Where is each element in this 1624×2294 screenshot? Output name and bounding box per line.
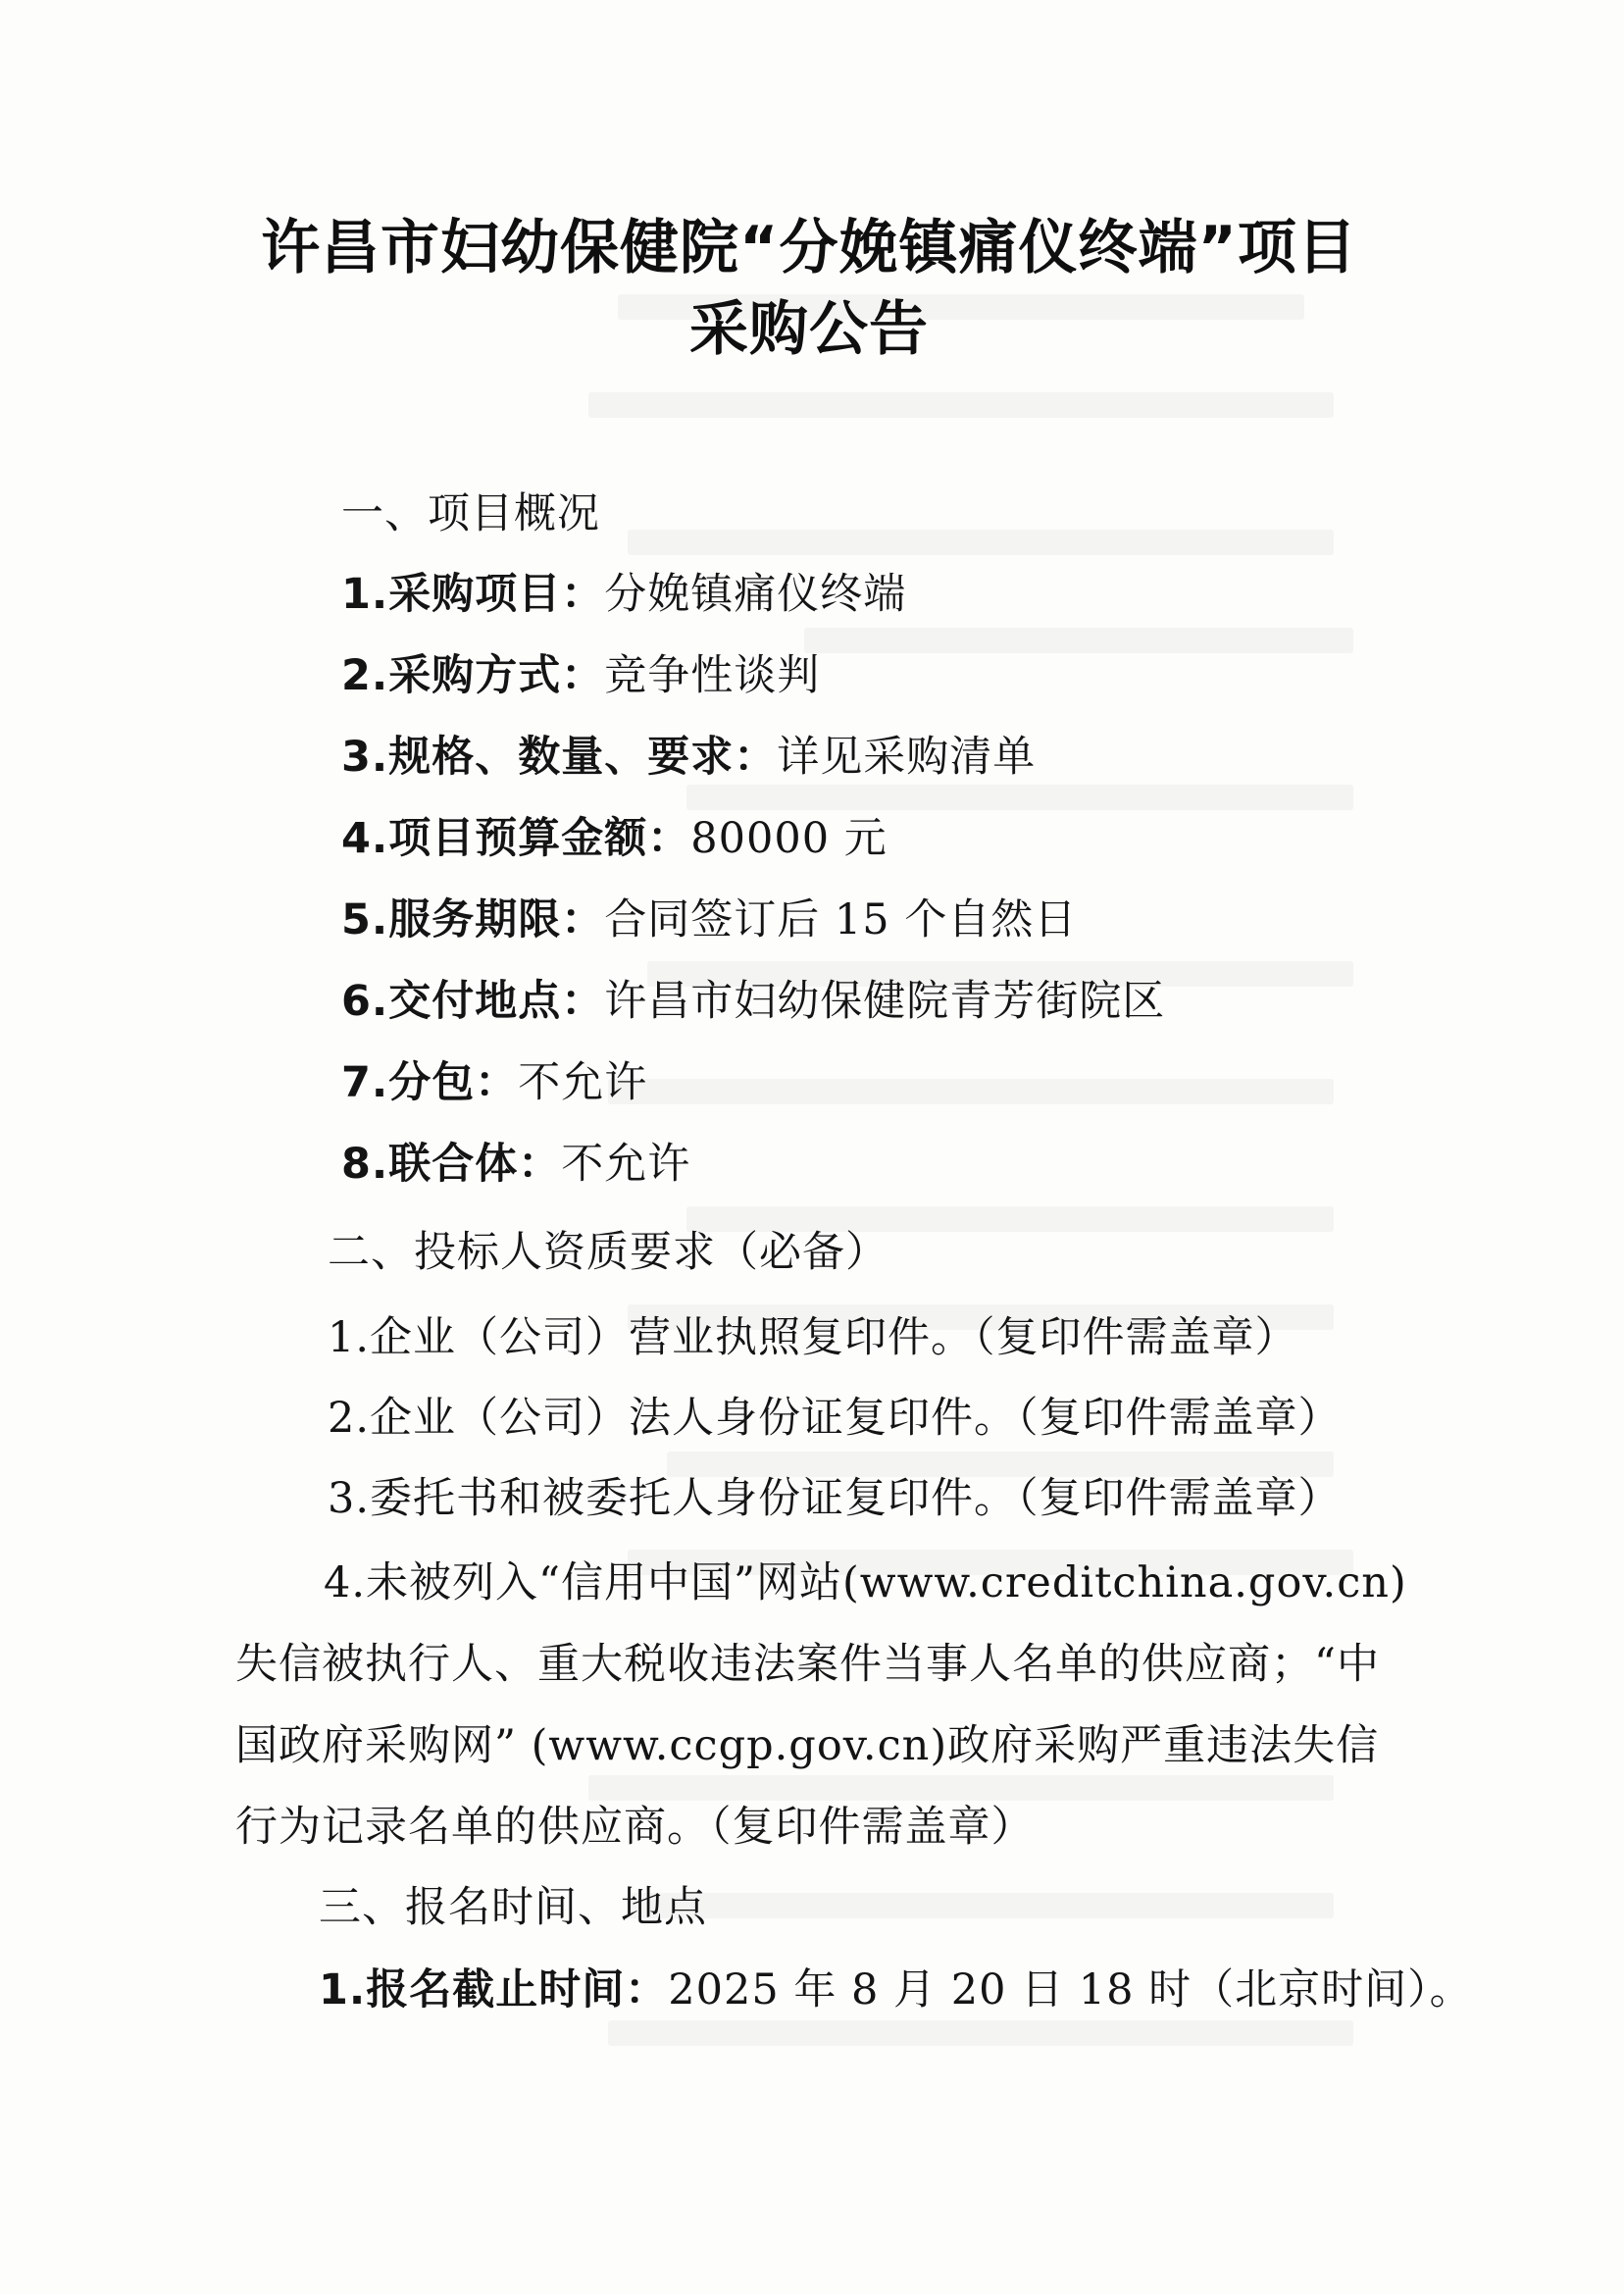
item-label: 7.分包： [341,1058,519,1107]
show-through-shadow [588,392,1334,418]
show-through-shadow [608,1079,1334,1104]
item-label: 4.项目预算金额： [341,814,691,863]
item-label: 5.服务期限： [341,895,605,944]
paragraph-line: 4.未被列入“信用中国”网站(www.creditchina.gov.cn) [324,1558,1407,1607]
item-value: 许昌市妇幼保健院青芳街院区 [604,977,1166,1026]
section-heading: 一、项目概况 [341,489,600,538]
item-value: 分娩镇痛仪终端 [604,570,907,619]
item-value: 竞争性谈判 [604,651,821,700]
item-label: 6.交付地点： [341,977,605,1026]
show-through-shadow [804,628,1353,653]
item-label: 2.采购方式： [341,651,605,700]
item-value: 不允许 [561,1140,691,1189]
list-item [341,642,820,702]
list-item [341,887,1077,946]
item-value: 不允许 [518,1058,648,1107]
item-label: 1.采购项目： [341,570,605,619]
list-item: 1.企业（公司）营业执照复印件。（复印件需盖章） [328,1313,1298,1362]
item-label: 1.报名截止时间： [319,1965,669,2014]
list-item: 3.委托书和被委托人身份证复印件。（复印件需盖章） [328,1474,1342,1523]
item-label: 8.联合体： [341,1140,562,1189]
show-through-shadow [628,1893,1334,1918]
item-value: 2025 年 8 月 20 日 18 时（北京时间）。 [668,1965,1473,2014]
section-heading: 三、报名时间、地点 [319,1883,707,1932]
show-through-shadow [608,2020,1353,2046]
list-item: 2.企业（公司）法人身份证复印件。（复印件需盖章） [328,1394,1342,1443]
paragraph-line: 失信被执行人、重大税收违法案件当事人名单的供应商；“中 [235,1640,1380,1689]
list-item [341,805,888,865]
section-heading: 二、投标人资质要求（必备） [328,1228,888,1277]
show-through-shadow [628,530,1334,555]
item-value: 合同签订后 15 个自然日 [604,895,1078,944]
item-label: 3.规格、数量、要求： [341,733,778,782]
list-item [341,1049,647,1109]
list-item [341,561,906,621]
list-item [341,968,1165,1028]
paragraph-line: 行为记录名单的供应商。（复印件需盖章） [235,1803,1035,1852]
document-title-line2: 采购公告 [689,295,929,364]
item-value: 详见采购清单 [777,733,1037,782]
list-item [341,724,1036,784]
paragraph-line: 国政府采购网” (www.ccgp.gov.cn)政府采购严重违法失信 [235,1721,1380,1770]
list-item [341,1131,690,1191]
list-item [319,1957,1473,2016]
document-title-line1: 许昌市妇幼保健院“分娩镇痛仪终端”项目 [261,214,1357,282]
item-value: 80000 元 [690,814,888,863]
